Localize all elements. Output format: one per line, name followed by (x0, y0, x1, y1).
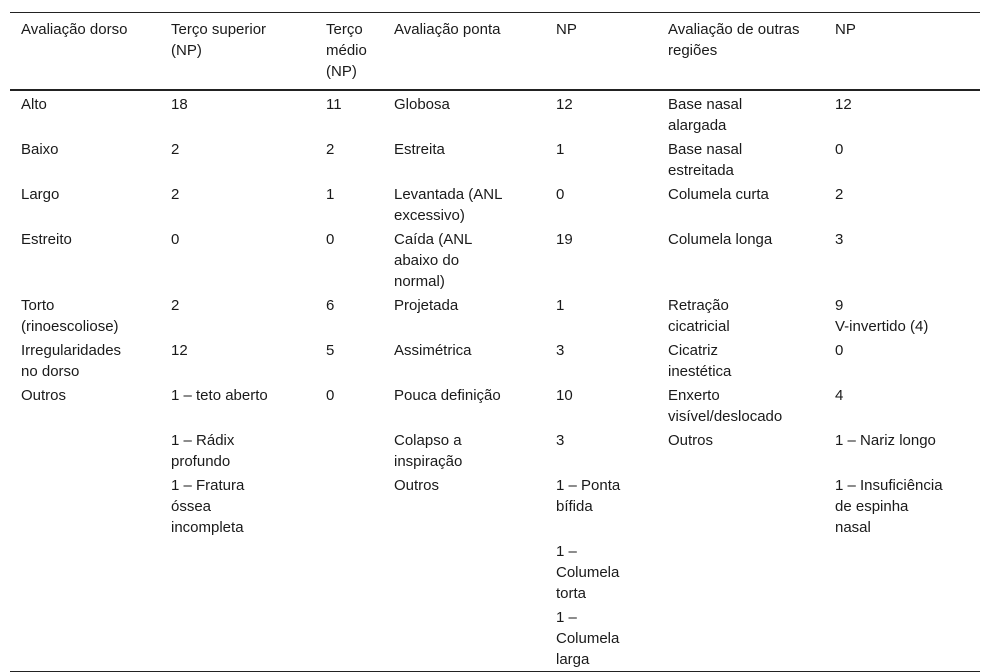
table-cell (657, 338, 824, 383)
header-cell (383, 13, 545, 91)
table-cell (657, 182, 824, 227)
cell-text: Globosa (394, 96, 450, 113)
cell-text: Outros (21, 387, 67, 404)
table-cell (10, 227, 160, 293)
cell-text: 1 – Columela torta (556, 543, 620, 602)
table-row (10, 605, 980, 672)
table-cell (824, 182, 980, 227)
table-cell (545, 338, 657, 383)
table-cell (315, 383, 383, 428)
table-header (10, 13, 980, 91)
table-cell (657, 605, 824, 672)
table-cell (545, 473, 657, 539)
cell-text: 6 (326, 297, 335, 314)
table-cell (657, 539, 824, 605)
header-cell (545, 13, 657, 91)
table-cell (545, 182, 657, 227)
table-cell (824, 137, 980, 182)
table-cell (545, 90, 657, 137)
header-cell (315, 13, 383, 91)
table-cell (824, 605, 980, 672)
header-label: Terço médio (NP) (326, 21, 367, 80)
table-cell (545, 539, 657, 605)
table-cell (160, 338, 315, 383)
cell-text: Levantada (ANL excessivo) (394, 186, 503, 224)
table-row (10, 182, 980, 227)
table-cell (10, 338, 160, 383)
cell-text: Outros (668, 432, 714, 449)
cell-text: Base nasal alargada (668, 96, 743, 134)
cell-text: Cicatriz inestética (668, 342, 732, 380)
table-cell (824, 293, 980, 338)
table-cell (315, 539, 383, 605)
header-cell (10, 13, 160, 91)
cell-text: 1 (556, 297, 565, 314)
cell-text: Largo (21, 186, 60, 203)
cell-text: 2 (835, 186, 844, 203)
cell-text: 9 V-invertido (4) (835, 297, 929, 335)
cell-text: 18 (171, 96, 188, 113)
table-row (10, 539, 980, 605)
table-cell (657, 473, 824, 539)
table-cell (824, 539, 980, 605)
cell-text: Assimétrica (394, 342, 472, 359)
table-cell (160, 90, 315, 137)
cell-text: 1 – Fratura óssea incompleta (171, 477, 245, 536)
table-cell (315, 605, 383, 672)
table-cell (383, 539, 545, 605)
table-cell (824, 473, 980, 539)
table-cell (824, 428, 980, 473)
header-label: Avaliação de outras regiões (668, 21, 800, 59)
cell-text: Pouca definição (394, 387, 501, 404)
cell-text: 1 – Ponta bífida (556, 477, 621, 515)
table-cell (10, 605, 160, 672)
cell-text: 1 – Nariz longo (835, 432, 936, 449)
cell-text: Enxerto visível/deslocado (668, 387, 783, 425)
table-cell (383, 137, 545, 182)
cell-text: 12 (556, 96, 573, 113)
table-row (10, 227, 980, 293)
table-cell (315, 428, 383, 473)
cell-text: Colapso a inspiração (394, 432, 463, 470)
cell-text: 1 (556, 141, 565, 158)
table-cell (824, 227, 980, 293)
header-label: NP (556, 21, 577, 38)
table-cell (10, 383, 160, 428)
table-cell (160, 428, 315, 473)
cell-text: 5 (326, 342, 335, 359)
table-cell (657, 137, 824, 182)
cell-text: Torto (rinoescoliose) (21, 297, 119, 335)
table-cell (657, 428, 824, 473)
cell-text: 0 (556, 186, 565, 203)
table-cell (160, 473, 315, 539)
table-cell (383, 383, 545, 428)
table-cell (315, 293, 383, 338)
cell-text: 0 (171, 231, 180, 248)
table-cell (657, 383, 824, 428)
table-cell (383, 293, 545, 338)
cell-text: 1 (326, 186, 335, 203)
table-cell (160, 605, 315, 672)
header-cell (160, 13, 315, 91)
table-cell (383, 182, 545, 227)
cell-text: 4 (835, 387, 844, 404)
table-row (10, 428, 980, 473)
table-cell (160, 293, 315, 338)
table-cell (10, 293, 160, 338)
table-cell (545, 227, 657, 293)
table-cell (545, 137, 657, 182)
cell-text: 2 (326, 141, 335, 158)
table-cell (657, 90, 824, 137)
table-cell (383, 473, 545, 539)
table-cell (10, 428, 160, 473)
header-cell (824, 13, 980, 91)
cell-text: 2 (171, 297, 180, 314)
table-cell (545, 293, 657, 338)
cell-text: 1 – teto aberto (171, 387, 268, 404)
cell-text: 3 (556, 342, 565, 359)
cell-text: 2 (171, 186, 180, 203)
table-cell (545, 383, 657, 428)
cell-text: Retração cicatricial (668, 297, 730, 335)
cell-text: 1 – Insuficiência de espinha nasal (835, 477, 943, 536)
table-cell (10, 473, 160, 539)
cell-text: 0 (326, 231, 335, 248)
cell-text: Irregularidades no dorso (21, 342, 122, 380)
table-cell (545, 605, 657, 672)
cell-text: 0 (835, 342, 844, 359)
table-cell (657, 227, 824, 293)
cell-text: 10 (556, 387, 573, 404)
cell-text: Baixo (21, 141, 59, 158)
header-label: Terço superior (NP) (171, 21, 267, 59)
table-row (10, 90, 980, 137)
cell-text: 0 (835, 141, 844, 158)
cell-text: 3 (835, 231, 844, 248)
cell-text: Projetada (394, 297, 459, 314)
header-cell (657, 13, 824, 91)
header-label: Avaliação ponta (394, 21, 501, 38)
table-row (10, 338, 980, 383)
table-cell (824, 338, 980, 383)
cell-text: Columela longa (668, 231, 773, 248)
cell-text: 3 (556, 432, 565, 449)
cell-text: Columela curta (668, 186, 769, 203)
table-cell (10, 137, 160, 182)
table-cell (383, 605, 545, 672)
table-row (10, 137, 980, 182)
header-row (10, 13, 980, 91)
table-cell (383, 428, 545, 473)
cell-text: Estreito (21, 231, 72, 248)
evaluation-table (10, 12, 980, 672)
table-cell (10, 182, 160, 227)
table-cell (10, 90, 160, 137)
data-table-container (10, 12, 980, 672)
table-row (10, 473, 980, 539)
cell-text: 11 (326, 96, 342, 113)
table-cell (315, 227, 383, 293)
cell-text: 2 (171, 141, 180, 158)
cell-text: Base nasal estreitada (668, 141, 743, 179)
table-cell (160, 383, 315, 428)
table-cell (383, 338, 545, 383)
cell-text: 12 (171, 342, 188, 359)
header-label: NP (835, 21, 856, 38)
table-cell (315, 90, 383, 137)
cell-text: 19 (556, 231, 573, 248)
table-cell (160, 137, 315, 182)
table-row (10, 293, 980, 338)
table-cell (383, 227, 545, 293)
cell-text: Estreita (394, 141, 445, 158)
header-label: Avaliação dorso (21, 21, 128, 38)
cell-text: Outros (394, 477, 440, 494)
table-cell (160, 227, 315, 293)
table-body (10, 90, 980, 672)
cell-text: 0 (326, 387, 335, 404)
table-row (10, 383, 980, 428)
table-cell (824, 383, 980, 428)
table-cell (315, 338, 383, 383)
cell-text: 12 (835, 96, 852, 113)
cell-text: 1 – Rádix profundo (171, 432, 235, 470)
table-cell (10, 539, 160, 605)
table-cell (824, 90, 980, 137)
table-cell (315, 182, 383, 227)
cell-text: Alto (21, 96, 47, 113)
cell-text: Caída (ANL abaixo do normal) (394, 231, 473, 290)
cell-text: 1 – Columela larga (556, 609, 620, 668)
table-cell (383, 90, 545, 137)
table-cell (160, 182, 315, 227)
table-cell (160, 539, 315, 605)
table-cell (315, 137, 383, 182)
table-cell (315, 473, 383, 539)
table-cell (545, 428, 657, 473)
table-cell (657, 293, 824, 338)
